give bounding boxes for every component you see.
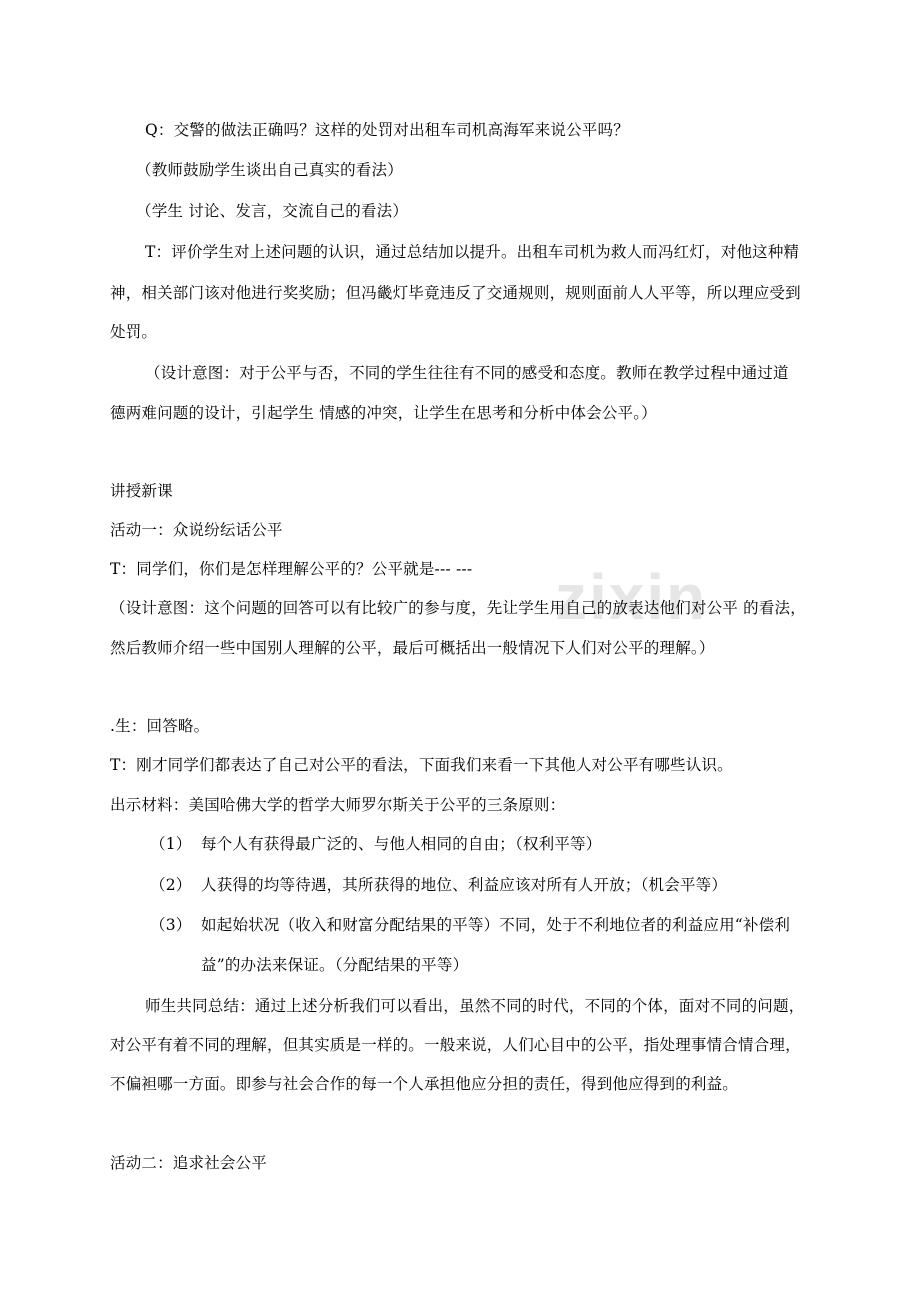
principle-1-text: 每个人有获得最广泛的、与他人相同的自由；（权利平等）	[201, 835, 602, 853]
activity-2-heading: 活动二：追求社会公平	[110, 1154, 268, 1172]
principle-3-number: （3）	[150, 916, 192, 934]
teacher-encourage-line: （教师鼓励学生谈出自己真实的看法）	[136, 161, 403, 179]
principle-1-number: （1）	[150, 835, 192, 853]
activity-1-heading: 活动一：众说纷纭话公平	[110, 521, 283, 539]
watermark: zixin	[555, 561, 708, 633]
design-intent-1-line-1: （设计意图：对于公平与否，不同的学生往往有不同的感受和态度。教师在教学过程中通过道	[145, 364, 789, 382]
summary-line-2: 对公平有着不同的理解，但其实质是一样的。一般来说，人们心目中的公平，指处理事情合情合理，	[110, 1036, 801, 1054]
teacher-evaluate-line-3: 处罚。	[110, 323, 158, 341]
teacher-transition-line: T：刚才同学们都表达了自己对公平的看法，下面我们来看一下其他人对公平有哪些认识。	[110, 756, 733, 774]
question-line: Q：交警的做法正确吗？这样的处罚对出租车司机高海军来说公平吗？	[145, 121, 629, 139]
summary-line-3: 不偏袒哪一方面。即参与社会合作的每一个人承担他应分担的责任，得到他应得到的利益。	[110, 1075, 739, 1093]
teacher-evaluate-line-1: T：评价学生对上述问题的认识，通过总结加以提升。出租车司机为救人而冯红灯，对他这种精	[145, 243, 800, 261]
teacher-evaluate-line-2: 神，相关部门该对他进行奖奖励；但冯畿灯毕竟违反了交通规则，规则面前人人平等，所以理应受到	[110, 284, 801, 302]
principle-3-text-line-2: 益”的办法来保证。（分配结果的平等）	[201, 956, 469, 974]
principle-2-number: （2）	[150, 876, 192, 894]
design-intent-1-line-2: 德两难问题的设计，引起学生 情感的冲突，让学生在思考和分析中体会公平。）	[110, 404, 657, 422]
student-discuss-line: （学生 讨论、发言，交流自己的看法）	[136, 202, 409, 220]
design-intent-2-line-2: 然后教师介绍一些中国别人理解的公平，最后可概括出一般情况下人们对公平的理解。）	[110, 639, 715, 657]
student-answer-line: .生：回答略。	[110, 717, 210, 735]
principle-2-text: 人获得的均等待遇，其所获得的地位、利益应该对所有人开放；（机会平等）	[201, 876, 728, 894]
material-intro-line: 出示材料：美国哈佛大学的哲学大师罗尔斯关于公平的三条原则：	[110, 796, 566, 814]
teacher-question-line: T：同学们，你们是怎样理解公平的？公平就是--- ---	[110, 560, 473, 578]
summary-line-1: 师生共同总结：通过上述分析我们可以看出，虽然不同的时代，不同的个体，面对不同的问题，	[145, 997, 805, 1015]
section-heading-new-lesson: 讲授新课	[110, 482, 173, 500]
design-intent-2-line-1: （设计意图：这个问题的回答可以有比较广的参与度，先让学生用自己的放表达他们对公平 的看法，	[110, 599, 806, 617]
principle-3-text-line-1: 如起始状况（收入和财富分配结果的平等）不同，处于不利地位者的利益应用“补偿利	[201, 916, 791, 934]
